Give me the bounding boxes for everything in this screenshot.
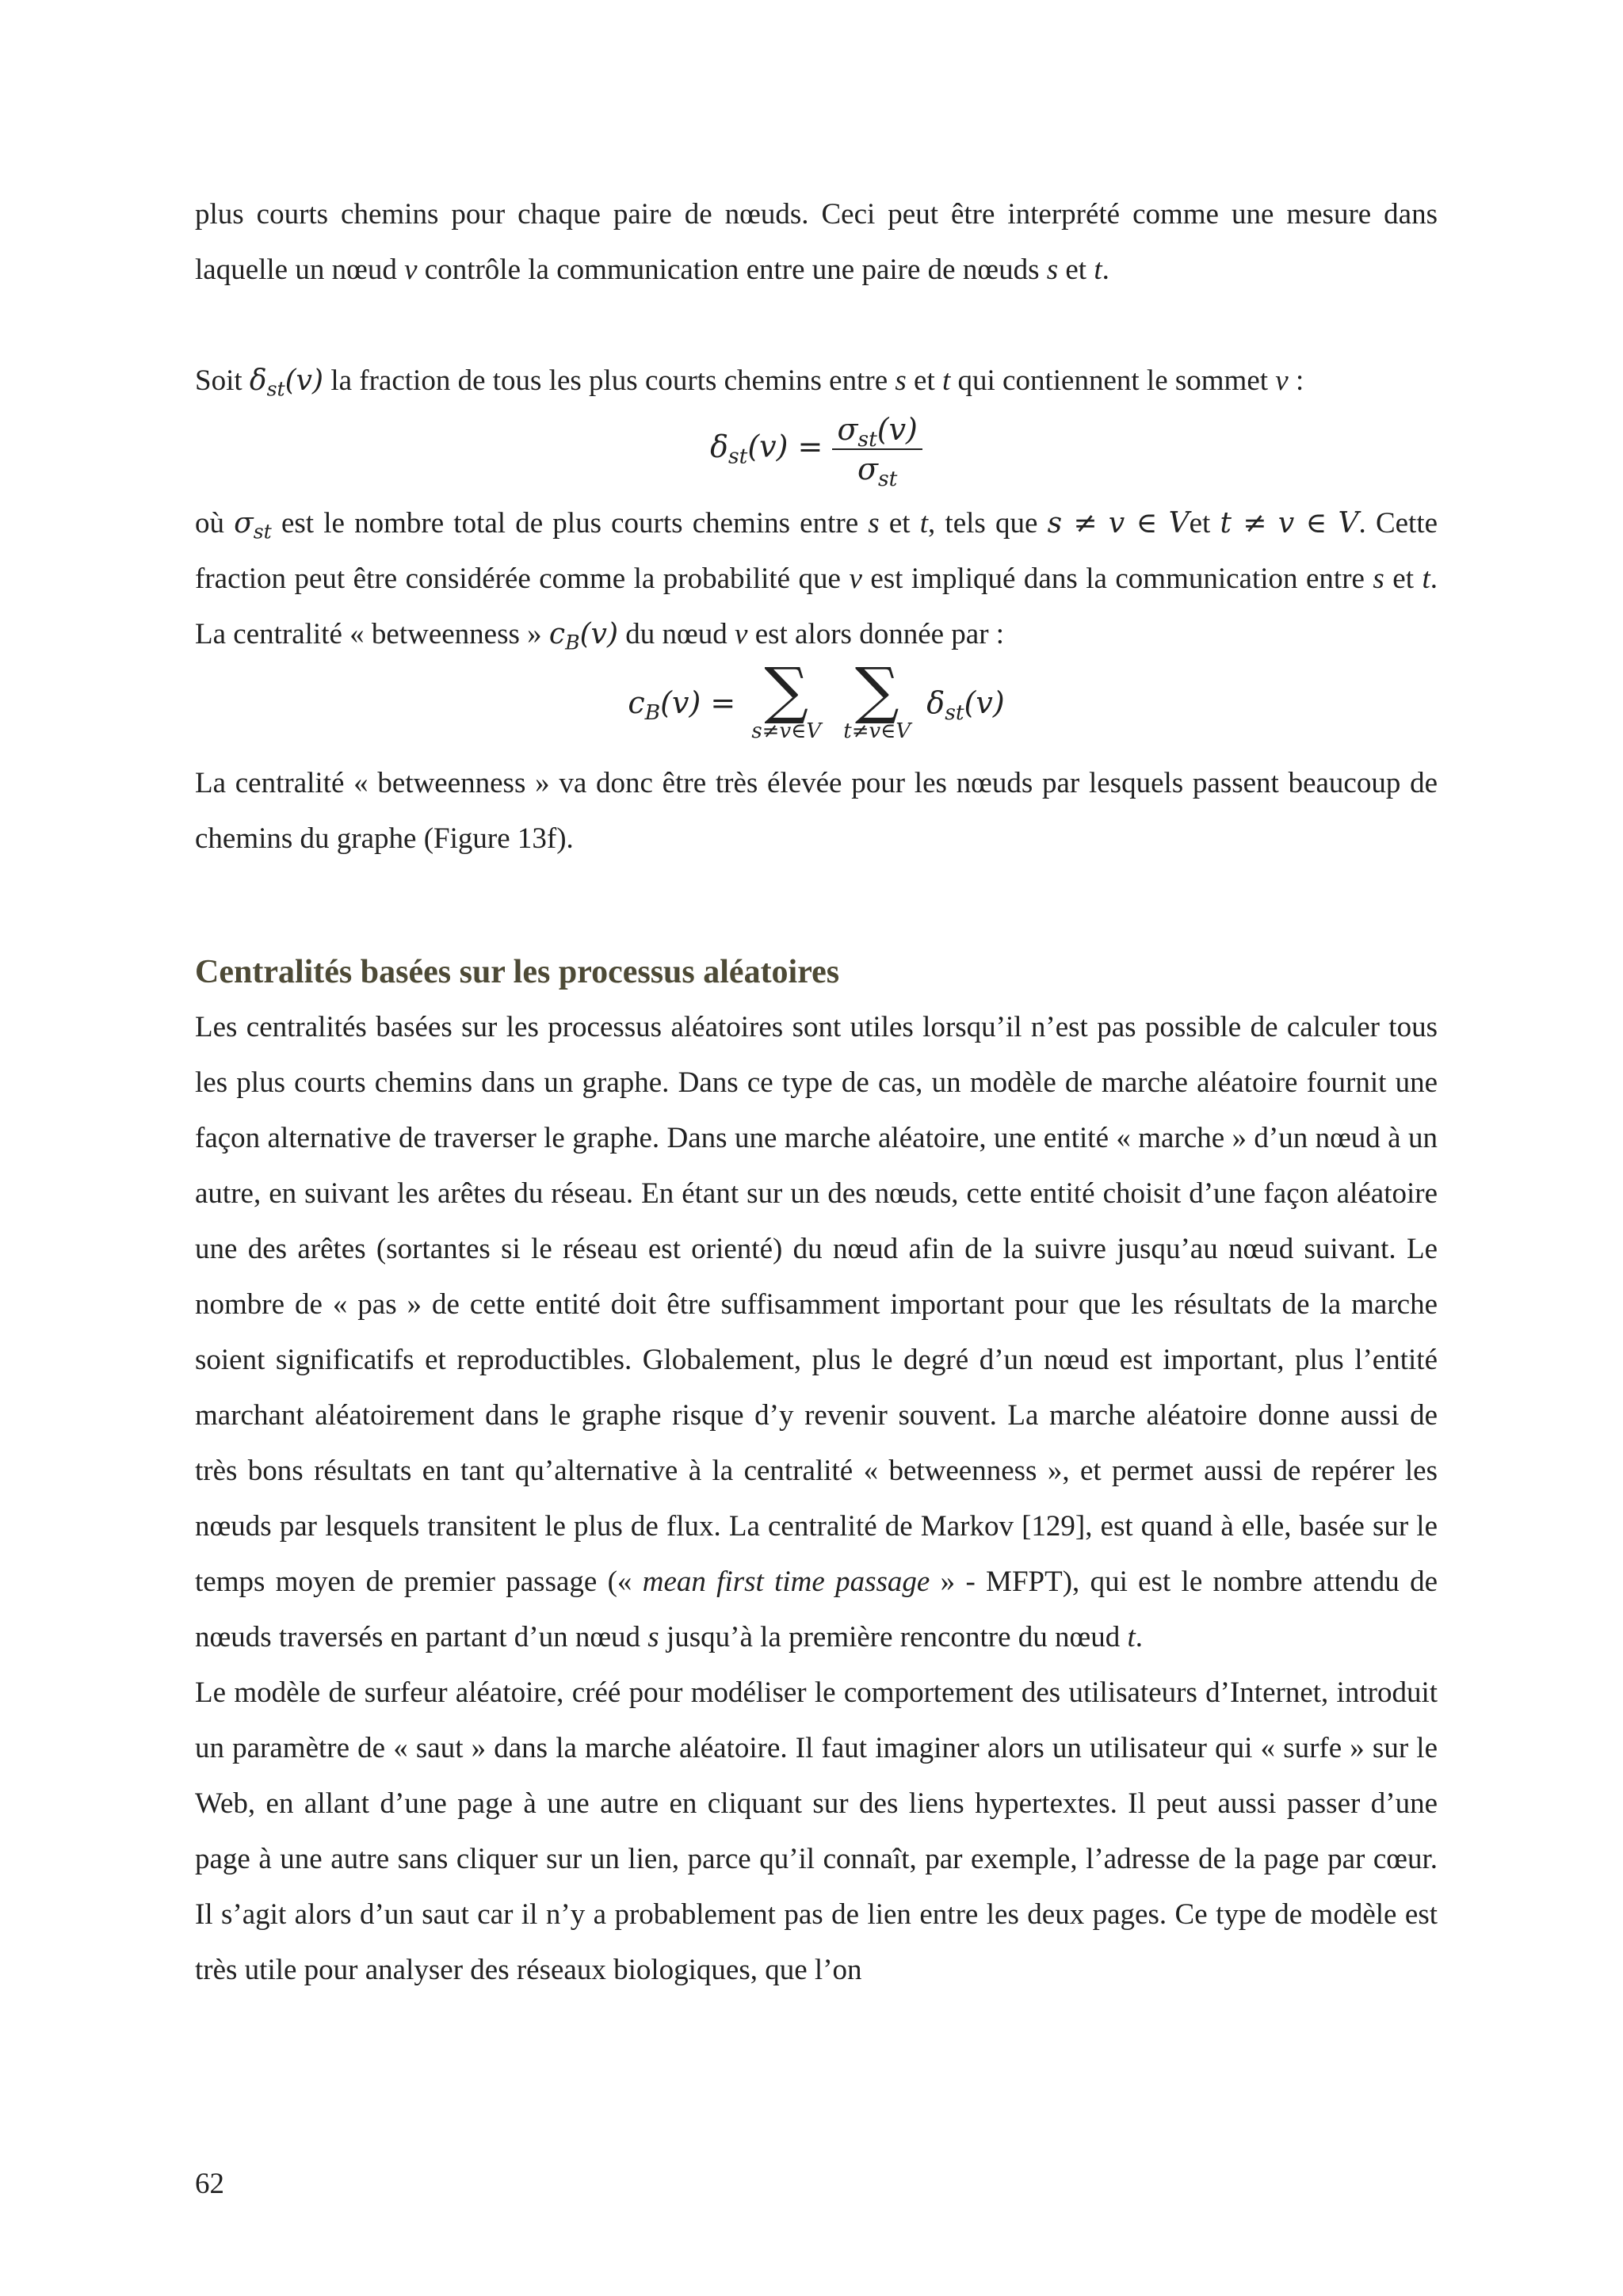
paragraph-betweenness-summary: La centralité « betweenness » va donc être très élevée pour les nœuds par lesquels passent beaucoup de chemins du graphe (Figure 13f). <box>195 767 1438 855</box>
page-body <box>195 187 1438 1998</box>
paragraph-sigma-definition: où $\sigma_{st}$ est le nombre total de plus courts chemins entre s et t, tels que s ≠ v ∈ Vet t ≠ v ∈ V. Cette fraction peut être considérée comme la probabilité que v est impliqué dans la communication entre s et t. La centralité « betweenness » $c_B(v)$ du nœud v est alors donnée par : <box>195 507 1438 654</box>
paragraph-random-walk: Les centralités basées sur les processus aléatoires sont utiles lorsqu’il n’est pas possible de calculer tous les plus courts chemins dans un graphe. Dans ce type de cas, un modèle de marche aléatoire fournit une façon alternative de traverser le graphe. Dans une marche aléatoire, une entité « marche » d’un nœud à un autre, en suivant les arêtes du réseau. En étant sur un des nœuds, cette entité choisit d’une façon aléatoire une des arêtes (sortantes si le réseau est orienté) du nœud afin de la suivre jusqu’au nœud suivant. Le nombre de « pas » de cette entité doit être suffisamment important pour que les résultats de la marche soient significatifs et reproductibles. Globalement, plus le degré d’un nœud est important, plus l’entité marchant aléatoirement dans le graphe risque d’y revenir souvent. La marche aléatoire donne aussi de très bons résultats en tant qu’alternative à la centralité « betweenness », et permet aussi de repérer les nœuds par lesquels transitent le plus de flux. La centralité de Markov [129], est quand à elle, basée sur le temps moyen de premier passage (« mean first time passage » - MFPT), qui est le nombre attendu de nœuds traversés en partant d’un nœud s jusqu’à la première rencontre du nœud t. <box>195 1011 1438 1653</box>
page-number: 62 <box>195 2168 224 2200</box>
section-heading: Centralités basées sur les processus aléatoires <box>195 954 840 990</box>
equation-delta: $\delta_{st}(v)$ = $\frac{\sigma_{st}(v)}{\sigma_{st}}$ <box>195 409 1438 496</box>
paragraph-delta-definition: Soit $\delta_{st}(v)$ la fraction de tous les plus courts chemins entre s et t qui contiennent le sommet v : <box>195 364 1304 401</box>
fraction: $\frac{\sigma_{st}(v)}{\sigma_{st}}$ <box>832 410 922 488</box>
sum-over-s: ∑ s≠v∈V <box>751 655 822 743</box>
sum-over-t: ∑ t≠v∈V <box>843 655 911 743</box>
paragraph-random-surfer: Le modèle de surfeur aléatoire, créé pour modéliser le comportement des utilisateurs d’Internet, introduit un paramètre de « saut » dans la marche aléatoire. Il faut imaginer alors un utilisateur qui « surfe » sur le Web, en allant d’une page à une autre en cliquant sur des liens hypertextes. Il peut aussi passer d’une page à une autre sans cliquer sur un lien, parce qu’il connaît, par exemple, l’adresse de la page par cœur. Il s’agit alors d’un saut car il n’y a probablement pas de lien entre les deux pages. Ce type de modèle est très utile pour analyser des réseaux biologiques, que l’on <box>195 1676 1438 1986</box>
cb-symbol: $c_B(v)$ <box>548 618 619 654</box>
paragraph-intro: plus courts chemins pour chaque paire de nœuds. Ceci peut être interprété comme une mesure dans laquelle un nœud v contrôle la communication entre une paire de nœuds s et t. <box>195 198 1438 286</box>
equation-betweenness: $c_B(v)$ = ∑ s≠v∈V ∑ t≠v∈V $\delta_{st}(v)$ <box>628 655 1005 743</box>
delta-st-symbol: $\delta_{st}(v)$ <box>249 364 324 401</box>
